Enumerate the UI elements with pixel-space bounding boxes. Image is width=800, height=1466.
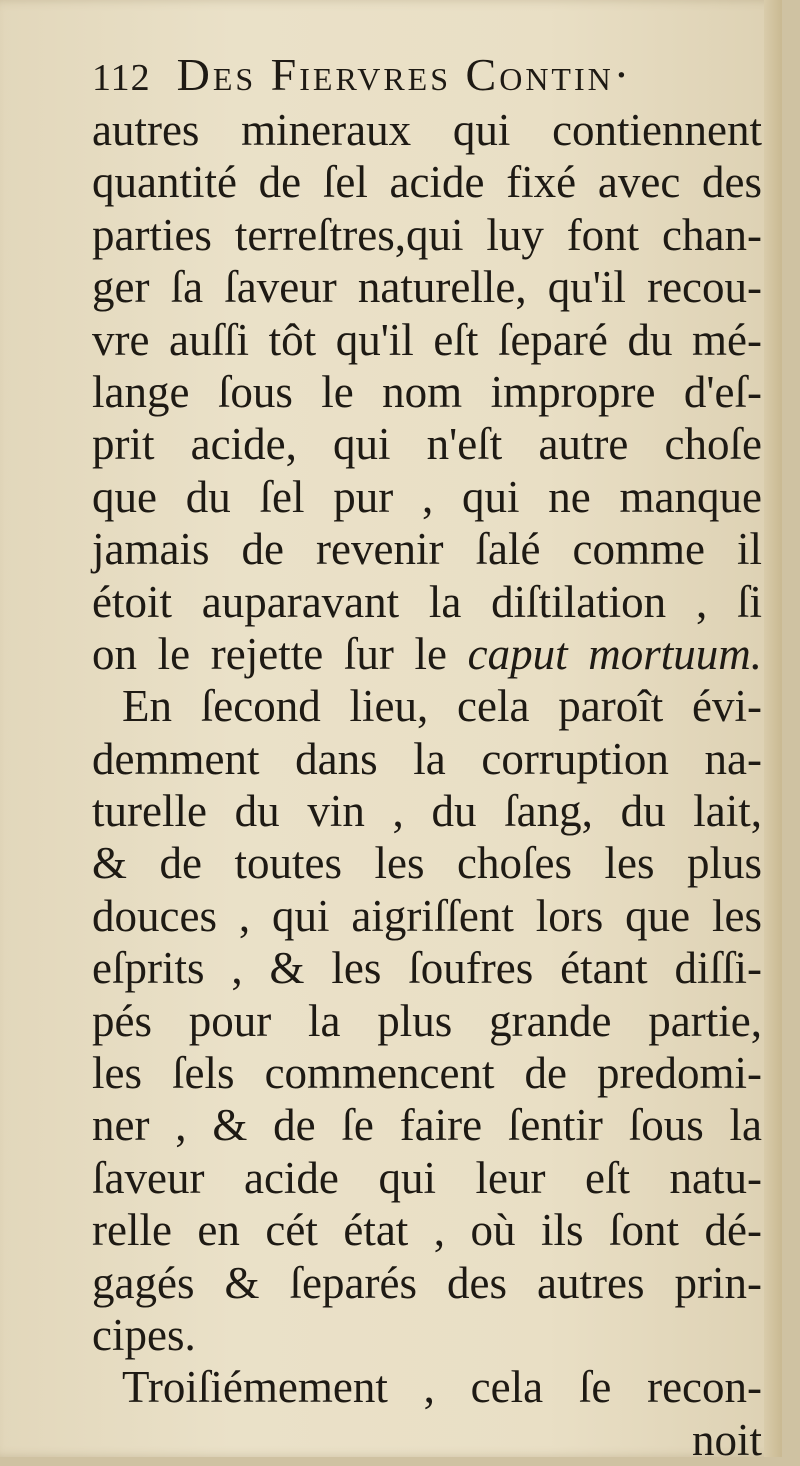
italic-latin-phrase: caput mortuum. <box>467 628 762 679</box>
text-line: & de toutes les choſes les plus <box>92 838 762 889</box>
text-line: gagés & ſeparés des autres prin- <box>92 1257 762 1308</box>
page-number: 112 <box>92 57 151 99</box>
text-line: turelle du vin , du ſang, du lait, <box>92 786 762 837</box>
text-line: Troiſiémement , cela ſe recon- <box>122 1362 762 1413</box>
page-edge <box>764 0 782 1457</box>
body-text <box>92 104 762 1466</box>
text-line: cipes. <box>92 1309 196 1360</box>
text-line: les ſels commencent de predomi- <box>92 1048 762 1099</box>
running-header <box>92 48 752 101</box>
text-line-part: on le rejette ſur le <box>92 628 468 679</box>
text-line <box>92 628 762 680</box>
text-line: prit acide, qui n'eſt autre choſe <box>92 419 762 470</box>
text-line: ger ſa ſaveur naturelle, qu'il recou- <box>92 262 762 313</box>
text-line: En ſecond lieu, cela paroît évi- <box>122 681 762 732</box>
running-title: Des Fiervres Contin· <box>176 49 633 100</box>
text-line: quantité de ſel acide fixé avec des <box>92 157 762 208</box>
text-line: ner , & de ſe faire ſentir ſous la <box>92 1100 762 1151</box>
text-line: que du ſel pur , qui ne manque <box>92 471 762 522</box>
text-line: relle en cét état , où ils ſont dé- <box>92 1205 762 1256</box>
text-line: vre auſſi tôt qu'il eſt ſeparé du mé- <box>92 314 762 365</box>
catchword: noit <box>691 1414 762 1465</box>
text-line: autres mineraux qui contiennent <box>92 105 762 155</box>
text-line: lange ſous le nom impropre d'eſ- <box>92 366 762 417</box>
text-line: parties terreſtres,qui luy font chan- <box>92 209 762 260</box>
text-line: jamais de revenir ſalé comme il <box>92 524 762 575</box>
text-line: étoit auparavant la diſtilation , ſi <box>92 576 762 627</box>
text-line: douces , qui aigriſſent lors que les <box>92 890 762 941</box>
text-line: ſaveur acide qui leur eſt natu- <box>92 1152 762 1203</box>
text-line: eſprits , & les ſoufres étant diſſi- <box>92 943 762 994</box>
text-line: pés pour la plus grande partie, <box>92 995 762 1046</box>
text-line: demment dans la corruption na- <box>92 733 762 784</box>
